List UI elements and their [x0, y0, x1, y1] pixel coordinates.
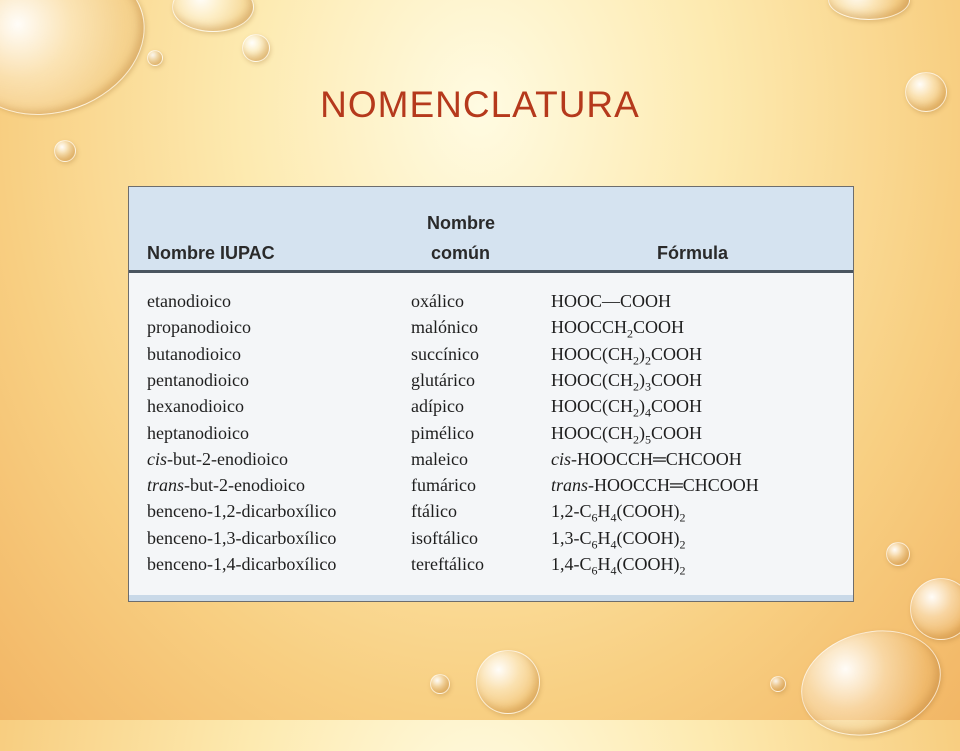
- water-drop-decoration: [54, 140, 76, 162]
- formula-text: COOH: [651, 422, 703, 443]
- formula-rest: -HOOCCH═CHCOOH: [588, 475, 759, 496]
- formula-text: COOH: [651, 396, 703, 417]
- header-comun-line1: Nombre: [427, 213, 496, 233]
- cell-iupac-name: pentanodioico: [147, 369, 249, 390]
- formula-subscript: 2: [645, 353, 652, 368]
- cell-common-name: maleico: [411, 448, 468, 469]
- cell-common-name: fumárico: [411, 475, 476, 496]
- water-drop-decoration: [430, 674, 450, 694]
- cell-common-name: malónico: [411, 317, 478, 338]
- formula-text: H: [597, 554, 611, 574]
- formula-subscript: 2: [627, 326, 634, 341]
- cell-iupac-name: benceno-1,4-dicarboxílico: [147, 554, 337, 574]
- formula-text: (COOH): [616, 527, 680, 548]
- cell-formula: [551, 449, 742, 470]
- formula-text: ): [639, 369, 646, 390]
- cell-iupac-name: etanodioico: [147, 291, 231, 311]
- formula-subscript: 2: [633, 405, 640, 420]
- cell-iupac-name: hexanodioico: [147, 396, 244, 417]
- formula-subscript: 4: [610, 537, 617, 552]
- water-drop-decoration: [242, 34, 270, 62]
- table-row: [129, 554, 853, 580]
- formula-subscript: 2: [633, 379, 640, 394]
- formula-subscript: 2: [633, 353, 640, 368]
- cell-formula: [551, 317, 684, 342]
- cell-iupac-name: butanodioico: [147, 343, 241, 364]
- iupac-stereo-prefix: trans: [147, 475, 185, 496]
- table-row: [129, 291, 853, 317]
- iupac-stereo-prefix: cis: [147, 448, 167, 469]
- formula-subscript: 5: [645, 432, 652, 447]
- table-bottom-bar: [129, 595, 853, 601]
- formula-subscript: 6: [591, 537, 598, 552]
- cell-iupac-name: [147, 475, 305, 496]
- cell-common-name: succínico: [411, 343, 479, 364]
- cell-formula: [551, 370, 702, 395]
- cell-common-name: adípico: [411, 396, 464, 417]
- formula-text: HOOC(CH: [551, 396, 634, 417]
- formula-subscript: 2: [679, 510, 686, 525]
- water-drop-decoration: [172, 0, 254, 32]
- formula-subscript: 6: [591, 563, 598, 578]
- cell-common-name: oxálico: [411, 291, 464, 311]
- cell-common-name: glutárico: [411, 369, 475, 390]
- cell-formula: [551, 344, 702, 369]
- formula-subscript: 4: [610, 510, 617, 525]
- table-row: [129, 528, 853, 554]
- water-drop-decoration: [147, 50, 163, 66]
- page-title: NOMENCLATURA: [320, 84, 640, 125]
- formula-subscript: 4: [610, 563, 617, 578]
- header-iupac: Nombre IUPAC: [147, 243, 275, 263]
- water-drop-decoration: [828, 0, 910, 20]
- cell-common-name: isoftálico: [411, 527, 478, 548]
- iupac-name-rest: -but-2-enodioico: [184, 475, 305, 496]
- cell-formula: [551, 396, 702, 421]
- table-row: [129, 370, 853, 396]
- formula-text: HOOC(CH: [551, 422, 634, 443]
- water-drop-decoration: [886, 542, 910, 566]
- formula-text: 1,2-C: [551, 501, 592, 522]
- cell-common-name: tereftálico: [411, 554, 484, 574]
- cell-formula: [551, 554, 686, 579]
- formula-subscript: 2: [633, 432, 640, 447]
- header-comun-line2: común: [431, 243, 491, 263]
- formula-text: ): [639, 422, 646, 443]
- formula-subscript: 2: [679, 537, 686, 552]
- formula-text: 1,3-C: [551, 527, 592, 548]
- formula-text: COOH: [633, 317, 685, 338]
- formula-subscript: 4: [645, 405, 652, 420]
- formula-text: H: [597, 527, 611, 548]
- cell-iupac-name: propanodioico: [147, 317, 251, 338]
- formula-stereo-prefix: cis: [551, 448, 571, 469]
- header-formula: Fórmula: [657, 243, 729, 263]
- water-drop-decoration: [770, 676, 786, 692]
- table-row: [129, 317, 853, 343]
- nomenclature-table: [128, 186, 854, 602]
- cell-formula: [551, 475, 759, 496]
- cell-formula: HOOC—COOH: [551, 291, 672, 311]
- formula-text: (COOH): [616, 554, 680, 574]
- formula-stereo-prefix: trans: [551, 475, 589, 496]
- formula-text: ): [639, 343, 646, 364]
- cell-formula: [551, 528, 686, 553]
- water-drop-decoration: [910, 578, 960, 640]
- formula-text: HOOC(CH: [551, 343, 634, 364]
- cell-iupac-name: heptanodioico: [147, 422, 249, 443]
- cell-common-name: pimélico: [411, 422, 474, 443]
- cell-common-name: ftálico: [411, 501, 457, 522]
- formula-rest: -HOOCCH═CHCOOH: [571, 448, 742, 469]
- formula-text: COOH: [651, 343, 703, 364]
- cell-iupac-name: benceno-1,3-dicarboxílico: [147, 527, 337, 548]
- table-header: [129, 187, 853, 273]
- water-drop-decoration: [476, 650, 540, 714]
- table-row: [129, 423, 853, 449]
- formula-subscript: 2: [679, 563, 686, 578]
- formula-text: HOOC(CH: [551, 369, 634, 390]
- cell-iupac-name: benceno-1,2-dicarboxílico: [147, 501, 337, 522]
- iupac-name-rest: -but-2-enodioico: [167, 448, 288, 469]
- formula-text: 1,4-C: [551, 554, 592, 574]
- formula-text: ): [639, 396, 646, 417]
- cell-formula: [551, 501, 686, 526]
- cell-formula: [551, 423, 702, 448]
- table-row: [129, 449, 853, 475]
- formula-text: HOOCCH: [551, 317, 628, 338]
- formula-subscript: 3: [645, 379, 652, 394]
- formula-subscript: 6: [591, 510, 598, 525]
- formula-text: H: [597, 501, 611, 522]
- table-row: [129, 344, 853, 370]
- table-row: [129, 475, 853, 501]
- formula-text: (COOH): [616, 501, 680, 522]
- formula-text: COOH: [651, 369, 703, 390]
- cell-iupac-name: [147, 449, 288, 470]
- table-row: [129, 396, 853, 422]
- table-row: [129, 501, 853, 527]
